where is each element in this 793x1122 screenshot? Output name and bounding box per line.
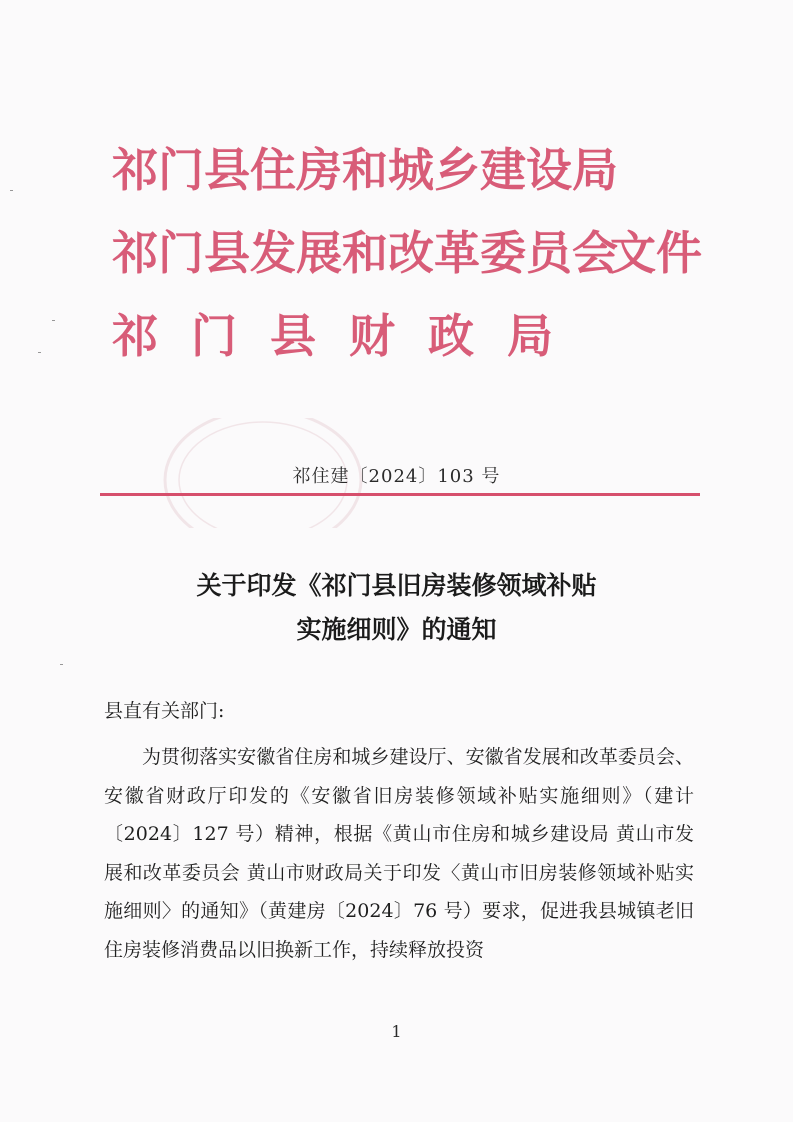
scan-speck: [38, 352, 41, 353]
issuing-authorities: [112, 128, 712, 388]
issuer-finance-bureau: 祁门县财政局: [112, 309, 586, 363]
document-kind-label: 文件: [610, 226, 702, 280]
red-separator-line: [100, 493, 700, 496]
scan-speck: [52, 320, 55, 321]
document-title-line-1: 关于印发《祁门县旧房装修领域补贴: [196, 571, 597, 600]
body-paragraph-text: 为贯彻落实安徽省住房和城乡建设厅、安徽省发展和改革委员会、安徽省财政厅印发的《安徽省旧房装修领域补贴实施细则》（建计〔2024〕127 号）精神，根据《黄山市住房和城乡建设局 黄山市发展和改革委员会 黄山市财政局关于印发〈黄山市旧房装修领域补贴实施细则〉的通知》（黄建房〔2024〕76 号）要求，促进我县城镇老旧住房装修消费品以旧换新工作，持续释放投资: [104, 746, 694, 961]
salutation: 县直有关部门:: [104, 700, 225, 722]
document-title-line-2: 实施细则》的通知: [296, 615, 497, 644]
issuer-development-commission: 祁门县发展和改革委员会: [112, 226, 618, 280]
document-number: 祁住建〔2024〕103 号: [292, 466, 501, 487]
scan-speck: [60, 664, 63, 665]
scan-speck: [10, 190, 13, 191]
issuer-housing-bureau: 祁门县住房和城乡建设局: [112, 143, 618, 197]
body-paragraph: [104, 738, 694, 969]
page-number: 1: [391, 1022, 402, 1041]
